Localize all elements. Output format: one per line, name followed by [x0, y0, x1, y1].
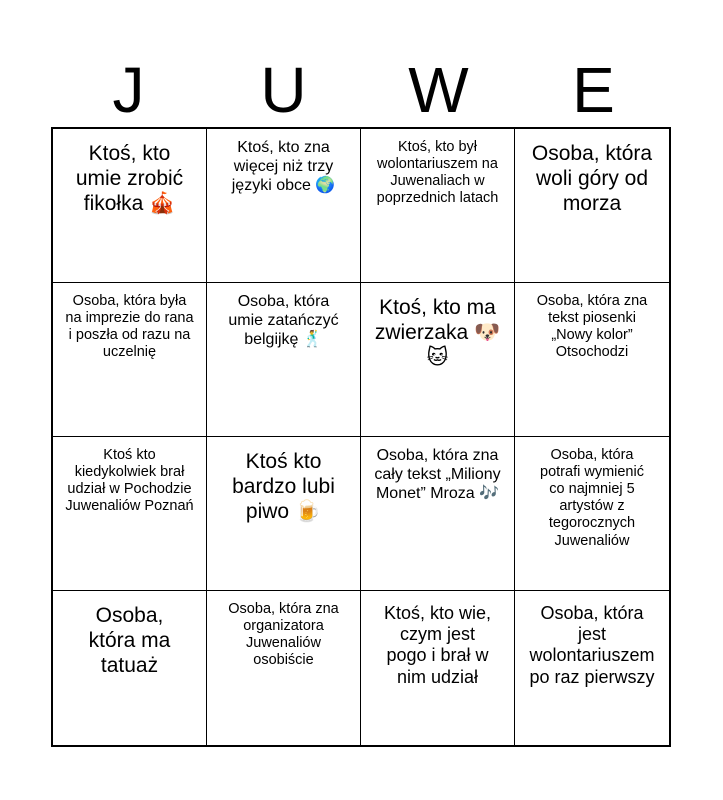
header-letter-u: U	[260, 54, 307, 126]
bingo-header	[51, 52, 671, 128]
bingo-cell[interactable]	[207, 437, 361, 591]
header-letter-w: W	[408, 54, 469, 126]
bingo-cell-text: Osoba, która była na imprezie do rana i poszła od razu na uczelnię	[65, 293, 194, 361]
bingo-cell[interactable]	[361, 129, 515, 283]
bingo-cell-text: Ktoś kto kiedykolwiek brał udział w Pochodzie Juwenaliów Poznań	[65, 447, 194, 515]
bingo-board	[51, 127, 671, 747]
header-letter-j: J	[112, 54, 145, 126]
bingo-cell[interactable]	[361, 283, 515, 437]
header-letter-e: E	[572, 54, 615, 126]
bingo-cell-text: Osoba, która ma tatuaż	[88, 604, 171, 677]
bingo-cell[interactable]	[207, 283, 361, 437]
bingo-cell[interactable]	[361, 437, 515, 591]
bingo-cell-text: Ktoś, kto umie zrobić fikołka 🎪	[75, 142, 184, 215]
bingo-cell-text: Osoba, która umie zatańczyć belgijkę 🕺	[228, 293, 339, 348]
bingo-cell[interactable]	[207, 591, 361, 745]
bingo-cell-text: Ktoś, kto był wolontariuszem na Juwenaliach w poprzednich latach	[376, 139, 499, 207]
bingo-cell-text: Osoba, która jest wolontariuszem po raz pierwszy	[529, 603, 655, 687]
bingo-cell[interactable]	[53, 129, 207, 283]
bingo-cell[interactable]	[53, 283, 207, 437]
bingo-cell[interactable]	[53, 591, 207, 745]
bingo-cell[interactable]	[207, 129, 361, 283]
bingo-cell[interactable]	[515, 129, 669, 283]
bingo-cell-text: Ktoś, kto wie, czym jest pogo i brał w nim udział	[383, 603, 492, 687]
bingo-cell-text: Ktoś kto bardzo lubi piwo 🍺	[232, 450, 335, 523]
bingo-cell-text: Osoba, która woli góry od morza	[531, 142, 653, 215]
bingo-cell-text: Osoba, która zna organizatora Juwenaliów osobiście	[228, 601, 339, 669]
bingo-cell[interactable]	[515, 437, 669, 591]
bingo-cell[interactable]	[515, 283, 669, 437]
bingo-cell-text: Osoba, która potrafi wymienić co najmniej 5 artystów z tegorocznych Juwenaliów	[540, 447, 644, 549]
bingo-cell-text: Osoba, która zna tekst piosenki „Nowy kolor” Otsochodzi	[536, 293, 648, 361]
bingo-cell-text: Osoba, która zna cały tekst „Miliony Monet” Mroza 🎶	[374, 447, 501, 502]
bingo-cell-text: Ktoś, kto zna więcej niż trzy języki obce 🌍	[231, 139, 336, 194]
bingo-cell[interactable]	[515, 591, 669, 745]
bingo-cell-text: Ktoś, kto ma zwierzaka 🐶🐱	[374, 296, 501, 369]
bingo-cell[interactable]	[361, 591, 515, 745]
bingo-cell[interactable]	[53, 437, 207, 591]
